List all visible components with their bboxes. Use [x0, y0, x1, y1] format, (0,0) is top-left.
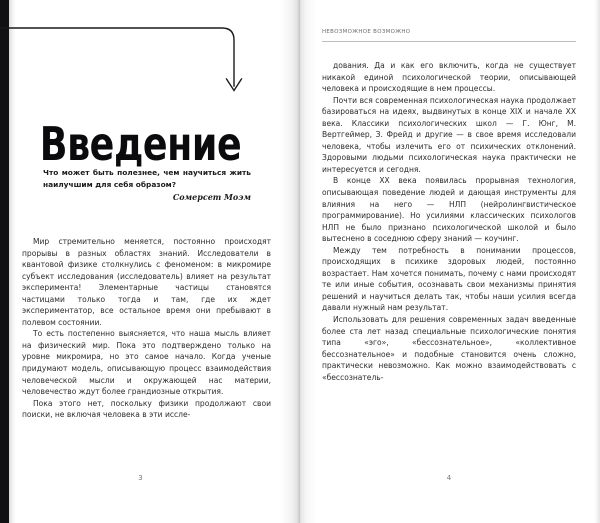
left-page [16, 0, 281, 523]
left-page-body-text [22, 236, 271, 421]
paragraph: То есть постепенно выясняется, что наша мысль влияет на физический мир. Пока это подтверждено только на уровне микромира, но это самое начало. Когда ученые придумают модель, описывающую процесс взаимодействия человеческой мысли и окружающей нас материи, человечество ждут более грандиозные открытия. [22, 329, 271, 397]
center-gutter-fold-line [299, 0, 300, 523]
running-head-rule [322, 41, 576, 42]
right-page [317, 0, 594, 523]
right-page-body-text [322, 60, 576, 383]
page-number-right: 4 [446, 474, 452, 482]
running-head [322, 28, 576, 42]
running-head-text: НЕВОЗМОЖНОЕ ВОЗМОЖНО [322, 29, 411, 35]
arrow-bracket-decoration [0, 26, 250, 104]
page-number-left: 3 [138, 474, 143, 482]
arrow-shaft-path [0, 28, 234, 86]
paragraph: Использовать для решения современных задач введенные более ста лет назад специальные психологические понятия типа «эго», «бессознательное», «коллективное бессознательное» и подобные становится очень сложно, практически невозможно. Как можно взаимодействовать с «бессознатель- [322, 315, 576, 382]
epigraph-text: Что может быть полезнее, чем научиться жить наилучшим для себя образом? [43, 168, 251, 189]
epigraph [43, 167, 251, 203]
paragraph: Пока этого нет, поскольку физики продолжают свои поиски, не включая человека в эти иссле- [22, 398, 271, 420]
chapter-title: Введение [39, 116, 242, 171]
right-page-edge-shadow [594, 0, 600, 523]
book-spine-bar [0, 0, 9, 523]
paragraph: В конце XX века появилась прорывная технология, описывающая поведение людей и дающая инструменты для влияния на него — НЛП (нейролингвистическое программирование). Но усилиями классических психологов НЛП не было признано психологической школой и было вытеснено в соседнюю сферу знаний — коучинг. [322, 176, 576, 244]
paragraph: Между тем потребность в понимании процессов, происходящих в психике здоровых людей, постоянно возрастает. Нам хочется понимать, почему с нами происходят те или иные события, осознавать свои механизмы принятия решений и научиться делать так, чтобы наши усилия всегда давали нужный нам результат. [322, 245, 576, 313]
arrow-head-icon [227, 79, 242, 91]
paragraph: Почти вся современная психологическая наука продолжает базироваться на идеях, выдвинутых в конце XIX и начале XX века. Классики психологических школ — Г. Юнг, М. Вертгеймер, З. Фрейд и другие — в свое время исследовали человека, чтобы излечить его от психических отклонений. Здоровыми людьми психологическая наука практически не интересуется и сегодня. [322, 95, 576, 174]
paragraph: Мир стремительно меняется, постоянно происходят прорывы в разных областях знаний. Исследователи в квантовой физике столкнулись с феноменом: в микромире субъект исследования (исследователь) влияет на результат эксперимента! Элементарные частицы становятся частицами только тогда и там, где их ждет экспериментатор, все остальное время они пребывают в полевом состоянии. [22, 237, 271, 327]
epigraph-author: Сомерсет Моэм [172, 192, 251, 203]
paragraph: дования. Да и как его включить, когда не существует никакой единой психологической теории, описывающей человека и происходящие в нем процессы. [322, 61, 576, 94]
left-page-edge-shadow [9, 0, 16, 523]
